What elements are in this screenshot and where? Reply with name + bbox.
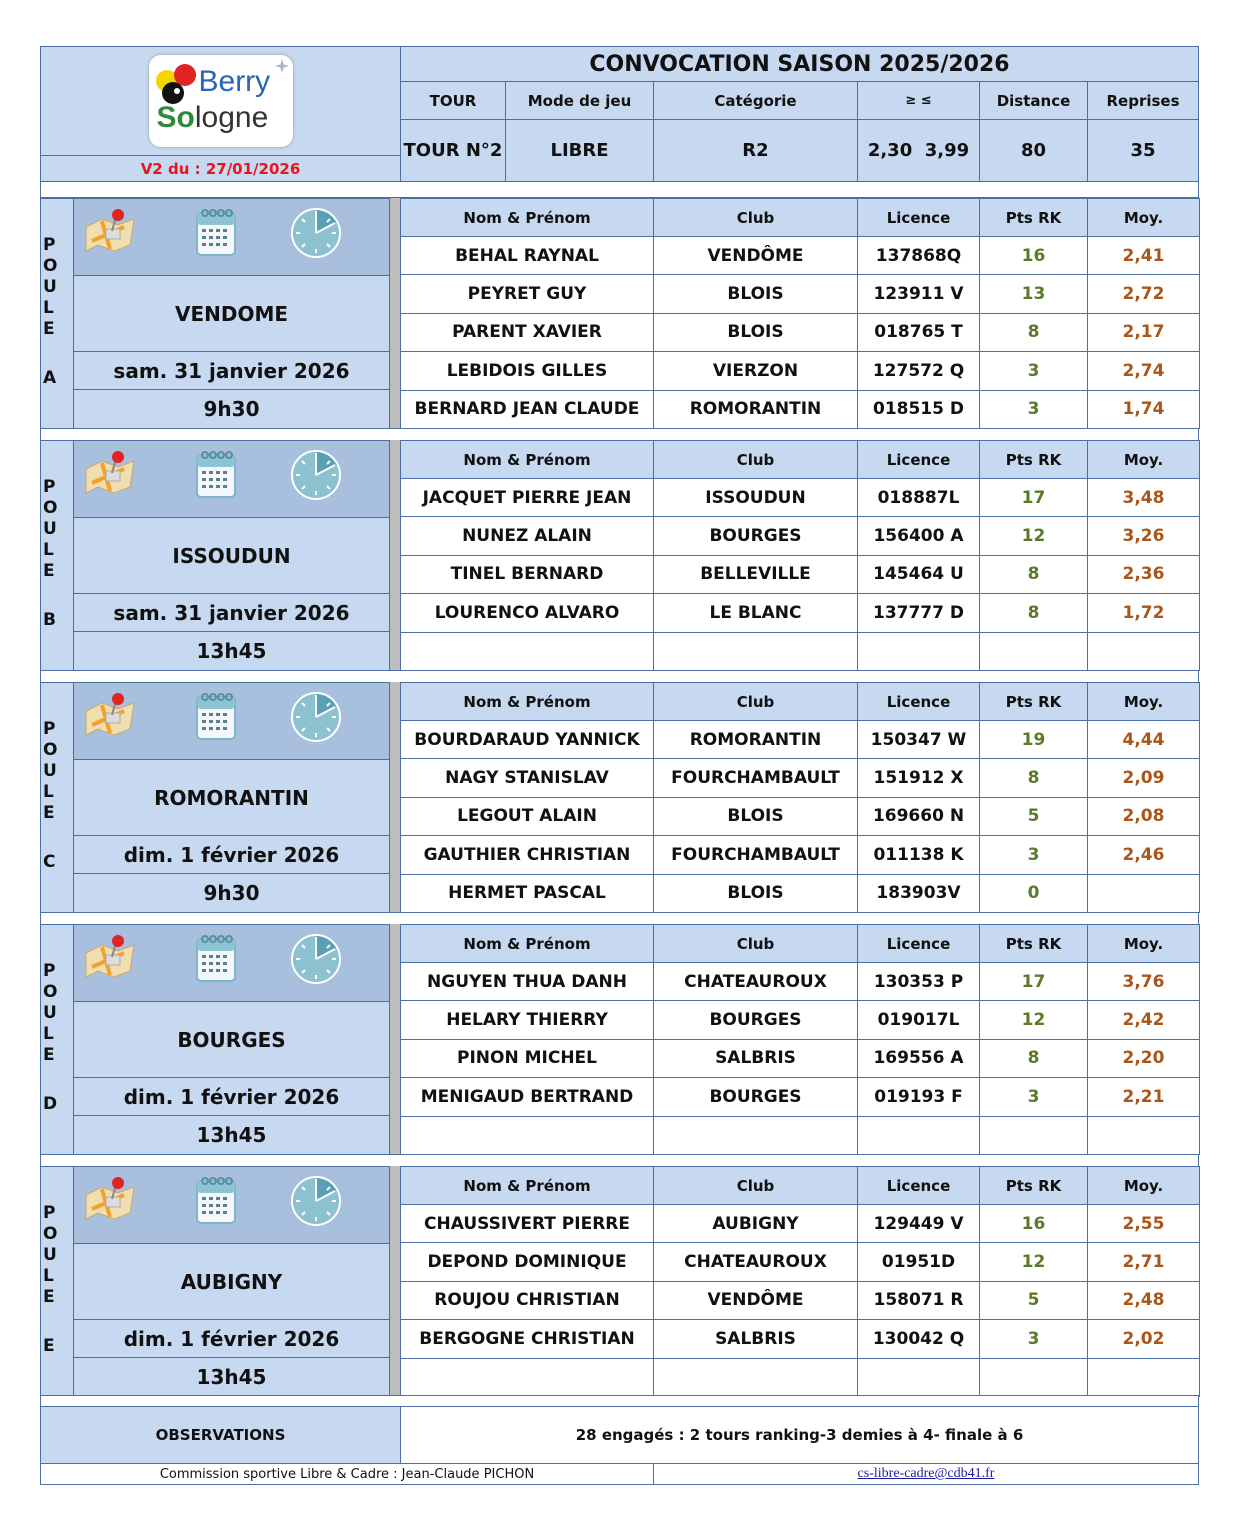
player-pts: 8 xyxy=(979,758,1088,797)
player-moy: 2,08 xyxy=(1087,797,1200,836)
player-club xyxy=(653,1116,858,1155)
player-pts: 16 xyxy=(979,236,1088,275)
col-header-nom: Nom & Prénom xyxy=(400,682,654,721)
player-pts: 0 xyxy=(979,874,1088,913)
player-licence: 130353 P xyxy=(857,962,980,1001)
player-nom: PINON MICHEL xyxy=(400,1039,654,1078)
player-nom: LOURENCO ALVARO xyxy=(400,593,654,632)
player-pts: 5 xyxy=(979,1281,1088,1320)
header-col-tour: TOUR xyxy=(400,81,506,120)
player-licence: 169660 N xyxy=(857,797,980,836)
player-club xyxy=(653,1358,858,1397)
player-moy: 1,74 xyxy=(1087,390,1200,429)
player-moy: 3,26 xyxy=(1087,516,1200,555)
calendar-icon xyxy=(194,449,238,503)
observations-text: 28 engagés : 2 tours ranking-3 demies à 4- finale à 6 xyxy=(400,1406,1199,1464)
poule-letter: P xyxy=(43,477,56,497)
player-licence: 150347 W xyxy=(857,720,980,759)
player-licence xyxy=(857,1116,980,1155)
calendar-icon xyxy=(194,691,238,745)
player-pts: 8 xyxy=(979,313,1088,352)
poule-letter: L xyxy=(43,298,54,318)
col-header-pts: Pts RK xyxy=(979,198,1088,237)
map-pin-icon xyxy=(84,449,136,499)
player-nom: HERMET PASCAL xyxy=(400,874,654,913)
poule-city: ROMORANTIN xyxy=(73,759,390,836)
player-pts: 17 xyxy=(979,478,1088,517)
poule-label xyxy=(40,234,57,388)
player-club: CHATEAUROUX xyxy=(653,1242,858,1281)
player-licence: 158071 R xyxy=(857,1281,980,1320)
col-header-club: Club xyxy=(653,682,858,721)
poule-city: VENDOME xyxy=(73,275,390,352)
calendar-icon xyxy=(194,933,238,987)
player-pts: 12 xyxy=(979,1242,1088,1281)
player-licence: 129449 V xyxy=(857,1204,980,1243)
poule-letter: E xyxy=(43,561,55,581)
poule-date: sam. 31 janvier 2026 xyxy=(73,593,390,632)
player-nom: MENIGAUD BERTRAND xyxy=(400,1077,654,1116)
clock-icon xyxy=(290,449,342,505)
map-pin-icon xyxy=(84,691,136,741)
commission-label: Commission sportive Libre & Cadre : Jean-Claude PICHON xyxy=(40,1463,654,1485)
poule-letter: E xyxy=(43,319,55,339)
col-header-nom: Nom & Prénom xyxy=(400,1166,654,1205)
spacer-row xyxy=(40,181,1199,198)
poule-label xyxy=(40,718,57,872)
calendar-icon xyxy=(194,207,238,261)
player-nom: TINEL BERNARD xyxy=(400,555,654,594)
col-header-licence: Licence xyxy=(857,1166,980,1205)
col-header-licence: Licence xyxy=(857,198,980,237)
player-licence: 145464 U xyxy=(857,555,980,594)
poule-letter: P xyxy=(43,1203,56,1223)
version-label: V2 du : 27/01/2026 xyxy=(40,155,401,182)
player-moy: 2,46 xyxy=(1087,835,1200,874)
col-header-pts: Pts RK xyxy=(979,440,1088,479)
player-nom: JACQUET PIERRE JEAN xyxy=(400,478,654,517)
player-club: ROMORANTIN xyxy=(653,390,858,429)
poule-time: 13h45 xyxy=(73,1115,390,1155)
player-pts: 3 xyxy=(979,390,1088,429)
player-nom: PEYRET GUY xyxy=(400,274,654,313)
player-moy: 2,72 xyxy=(1087,274,1200,313)
player-pts: 3 xyxy=(979,835,1088,874)
col-header-nom: Nom & Prénom xyxy=(400,440,654,479)
player-moy: 4,44 xyxy=(1087,720,1200,759)
col-header-nom: Nom & Prénom xyxy=(400,198,654,237)
map-pin-icon xyxy=(84,933,136,983)
col-header-moy: Moy. xyxy=(1087,440,1200,479)
player-pts: 8 xyxy=(979,555,1088,594)
player-pts: 3 xyxy=(979,1077,1088,1116)
poule-letter: O xyxy=(43,740,58,760)
poule-letter: U xyxy=(43,277,57,297)
poule-letter: L xyxy=(43,782,54,802)
player-club: BLOIS xyxy=(653,797,858,836)
poule-letter: U xyxy=(43,519,57,539)
player-pts: 5 xyxy=(979,797,1088,836)
value-range: 2,30 3,99 xyxy=(857,119,980,182)
player-licence: 019193 F xyxy=(857,1077,980,1116)
clock-icon xyxy=(290,933,342,989)
player-club: VENDÔME xyxy=(653,1281,858,1320)
player-club: ISSOUDUN xyxy=(653,478,858,517)
player-moy: 2,74 xyxy=(1087,351,1200,390)
player-nom: NAGY STANISLAV xyxy=(400,758,654,797)
logo-so: So xyxy=(156,101,195,134)
calendar-icon xyxy=(194,1175,238,1229)
player-moy: 3,48 xyxy=(1087,478,1200,517)
poule-letter: P xyxy=(43,235,56,255)
compass-rose-icon xyxy=(275,59,289,73)
poule-letter: P xyxy=(43,719,56,739)
player-nom xyxy=(400,1116,654,1155)
col-header-club: Club xyxy=(653,924,858,963)
player-moy xyxy=(1087,1116,1200,1155)
value-distance: 80 xyxy=(979,119,1088,182)
logo-cell xyxy=(40,46,401,156)
map-pin-icon xyxy=(84,207,136,257)
poule-letter: L xyxy=(43,1024,54,1044)
poule-city: AUBIGNY xyxy=(73,1243,390,1320)
clock-icon xyxy=(290,207,342,263)
player-moy: 2,02 xyxy=(1087,1319,1200,1358)
email-link[interactable]: cs-libre-cadre@cdb41.fr xyxy=(857,1466,995,1481)
player-nom: PARENT XAVIER xyxy=(400,313,654,352)
player-moy: 2,41 xyxy=(1087,236,1200,275)
player-moy xyxy=(1087,632,1200,671)
player-nom: ROUJOU CHRISTIAN xyxy=(400,1281,654,1320)
header-col-range: ≥ ≤ xyxy=(857,81,980,120)
map-pin-icon xyxy=(84,1175,136,1225)
player-club: SALBRIS xyxy=(653,1319,858,1358)
icons-row xyxy=(73,198,390,276)
col-header-club: Club xyxy=(653,198,858,237)
col-header-moy: Moy. xyxy=(1087,682,1200,721)
player-club: CHATEAUROUX xyxy=(653,962,858,1001)
poule-letter: U xyxy=(43,1003,57,1023)
icons-row xyxy=(73,440,390,518)
player-licence: 01951D xyxy=(857,1242,980,1281)
player-moy: 2,21 xyxy=(1087,1077,1200,1116)
col-header-moy: Moy. xyxy=(1087,1166,1200,1205)
poule-letter: E xyxy=(43,1045,55,1065)
poule-date: sam. 31 janvier 2026 xyxy=(73,351,390,390)
poule-city: ISSOUDUN xyxy=(73,517,390,594)
player-nom: CHAUSSIVERT PIERRE xyxy=(400,1204,654,1243)
player-licence: 011138 K xyxy=(857,835,980,874)
poule-letter: C xyxy=(43,852,56,872)
col-header-pts: Pts RK xyxy=(979,682,1088,721)
col-header-club: Club xyxy=(653,440,858,479)
player-licence: 183903V xyxy=(857,874,980,913)
player-moy: 2,20 xyxy=(1087,1039,1200,1078)
player-moy: 2,09 xyxy=(1087,758,1200,797)
player-club: BELLEVILLE xyxy=(653,555,858,594)
poule-letter: P xyxy=(43,961,56,981)
col-header-pts: Pts RK xyxy=(979,1166,1088,1205)
player-club: BOURGES xyxy=(653,1000,858,1039)
player-club xyxy=(653,632,858,671)
poule-label xyxy=(40,476,57,630)
header-col-categorie: Catégorie xyxy=(653,81,858,120)
player-pts xyxy=(979,1358,1088,1397)
poule-letter: B xyxy=(43,610,56,630)
player-licence: 169556 A xyxy=(857,1039,980,1078)
col-header-licence: Licence xyxy=(857,440,980,479)
player-nom: BERNARD JEAN CLAUDE xyxy=(400,390,654,429)
player-nom: BERGOGNE CHRISTIAN xyxy=(400,1319,654,1358)
icons-row xyxy=(73,1166,390,1244)
player-licence: 137868Q xyxy=(857,236,980,275)
value-tour: TOUR N°2 xyxy=(400,119,506,182)
player-club: VIERZON xyxy=(653,351,858,390)
player-nom: DEPOND DOMINIQUE xyxy=(400,1242,654,1281)
player-licence: 018887L xyxy=(857,478,980,517)
poule-letter: U xyxy=(43,761,57,781)
player-licence xyxy=(857,632,980,671)
player-licence: 019017L xyxy=(857,1000,980,1039)
player-pts: 12 xyxy=(979,516,1088,555)
poule-date: dim. 1 février 2026 xyxy=(73,835,390,874)
poule-letter: O xyxy=(43,982,58,1002)
player-pts xyxy=(979,1116,1088,1155)
player-moy: 3,76 xyxy=(1087,962,1200,1001)
player-pts: 13 xyxy=(979,274,1088,313)
clock-icon xyxy=(290,1175,342,1231)
player-moy xyxy=(1087,874,1200,913)
player-licence: 018765 T xyxy=(857,313,980,352)
player-licence: 130042 Q xyxy=(857,1319,980,1358)
value-mode: LIBRE xyxy=(505,119,654,182)
poule-time: 9h30 xyxy=(73,389,390,429)
header-col-reprises: Reprises xyxy=(1087,81,1199,120)
player-nom: BOURDARAUD YANNICK xyxy=(400,720,654,759)
icons-row xyxy=(73,682,390,760)
col-header-moy: Moy. xyxy=(1087,198,1200,237)
player-moy: 2,17 xyxy=(1087,313,1200,352)
poule-letter: U xyxy=(43,1245,57,1265)
player-nom xyxy=(400,1358,654,1397)
logo-berry: Berry xyxy=(198,65,271,98)
player-moy: 2,48 xyxy=(1087,1281,1200,1320)
player-club: BOURGES xyxy=(653,516,858,555)
player-licence xyxy=(857,1358,980,1397)
poule-letter: E xyxy=(43,1287,55,1307)
poule-date: dim. 1 février 2026 xyxy=(73,1077,390,1116)
player-nom xyxy=(400,632,654,671)
header-col-distance: Distance xyxy=(979,81,1088,120)
player-club: LE BLANC xyxy=(653,593,858,632)
poule-date: dim. 1 février 2026 xyxy=(73,1319,390,1358)
player-club: SALBRIS xyxy=(653,1039,858,1078)
player-licence: 123911 V xyxy=(857,274,980,313)
player-moy: 2,71 xyxy=(1087,1242,1200,1281)
poule-letter: L xyxy=(43,1266,54,1286)
poule-letter: O xyxy=(43,1224,58,1244)
player-moy: 2,36 xyxy=(1087,555,1200,594)
col-header-licence: Licence xyxy=(857,682,980,721)
poule-letter: E xyxy=(43,1336,55,1356)
player-moy: 1,72 xyxy=(1087,593,1200,632)
player-pts xyxy=(979,632,1088,671)
player-club: BLOIS xyxy=(653,874,858,913)
poule-time: 13h45 xyxy=(73,631,390,671)
player-pts: 3 xyxy=(979,1319,1088,1358)
player-nom: LEGOUT ALAIN xyxy=(400,797,654,836)
player-pts: 17 xyxy=(979,962,1088,1001)
page-title: CONVOCATION SAISON 2025/2026 xyxy=(400,46,1199,82)
poule-time: 13h45 xyxy=(73,1357,390,1397)
player-club: BLOIS xyxy=(653,313,858,352)
poule-city: BOURGES xyxy=(73,1001,390,1078)
poule-time: 9h30 xyxy=(73,873,390,913)
player-licence: 151912 X xyxy=(857,758,980,797)
player-licence: 018515 D xyxy=(857,390,980,429)
poule-letter: A xyxy=(43,368,57,388)
player-moy: 2,42 xyxy=(1087,1000,1200,1039)
player-club: BLOIS xyxy=(653,274,858,313)
player-nom: LEBIDOIS GILLES xyxy=(400,351,654,390)
value-reprises: 35 xyxy=(1087,119,1199,182)
clock-icon xyxy=(290,691,342,747)
poule-label xyxy=(40,1202,57,1356)
player-nom: NUNEZ ALAIN xyxy=(400,516,654,555)
col-header-nom: Nom & Prénom xyxy=(400,924,654,963)
poule-letter: O xyxy=(43,256,58,276)
player-nom: NGUYEN THUA DANH xyxy=(400,962,654,1001)
poule-letter: D xyxy=(43,1094,58,1114)
poule-label xyxy=(40,960,57,1114)
player-moy: 2,55 xyxy=(1087,1204,1200,1243)
poule-letter: O xyxy=(43,498,58,518)
observations-label: OBSERVATIONS xyxy=(40,1406,401,1464)
player-pts: 19 xyxy=(979,720,1088,759)
header-col-mode: Mode de jeu xyxy=(505,81,654,120)
col-header-moy: Moy. xyxy=(1087,924,1200,963)
player-pts: 8 xyxy=(979,593,1088,632)
player-pts: 12 xyxy=(979,1000,1088,1039)
value-categorie: R2 xyxy=(653,119,858,182)
col-header-club: Club xyxy=(653,1166,858,1205)
player-nom: GAUTHIER CHRISTIAN xyxy=(400,835,654,874)
player-nom: BEHAL RAYNAL xyxy=(400,236,654,275)
player-pts: 16 xyxy=(979,1204,1088,1243)
poule-letter: L xyxy=(43,540,54,560)
player-licence: 156400 A xyxy=(857,516,980,555)
player-club: ROMORANTIN xyxy=(653,720,858,759)
player-club: FOURCHAMBAULT xyxy=(653,758,858,797)
player-pts: 8 xyxy=(979,1039,1088,1078)
player-moy xyxy=(1087,1358,1200,1397)
icons-row xyxy=(73,924,390,1002)
player-licence: 127572 Q xyxy=(857,351,980,390)
logo-logne: logne xyxy=(194,101,269,134)
email-cell xyxy=(653,1463,1199,1485)
player-club: BOURGES xyxy=(653,1077,858,1116)
player-licence: 137777 D xyxy=(857,593,980,632)
player-club: FOURCHAMBAULT xyxy=(653,835,858,874)
player-nom: HELARY THIERRY xyxy=(400,1000,654,1039)
player-club: VENDÔME xyxy=(653,236,858,275)
col-header-licence: Licence xyxy=(857,924,980,963)
player-club: AUBIGNY xyxy=(653,1204,858,1243)
col-header-pts: Pts RK xyxy=(979,924,1088,963)
player-pts: 3 xyxy=(979,351,1088,390)
poule-letter: E xyxy=(43,803,55,823)
logo xyxy=(149,55,293,147)
